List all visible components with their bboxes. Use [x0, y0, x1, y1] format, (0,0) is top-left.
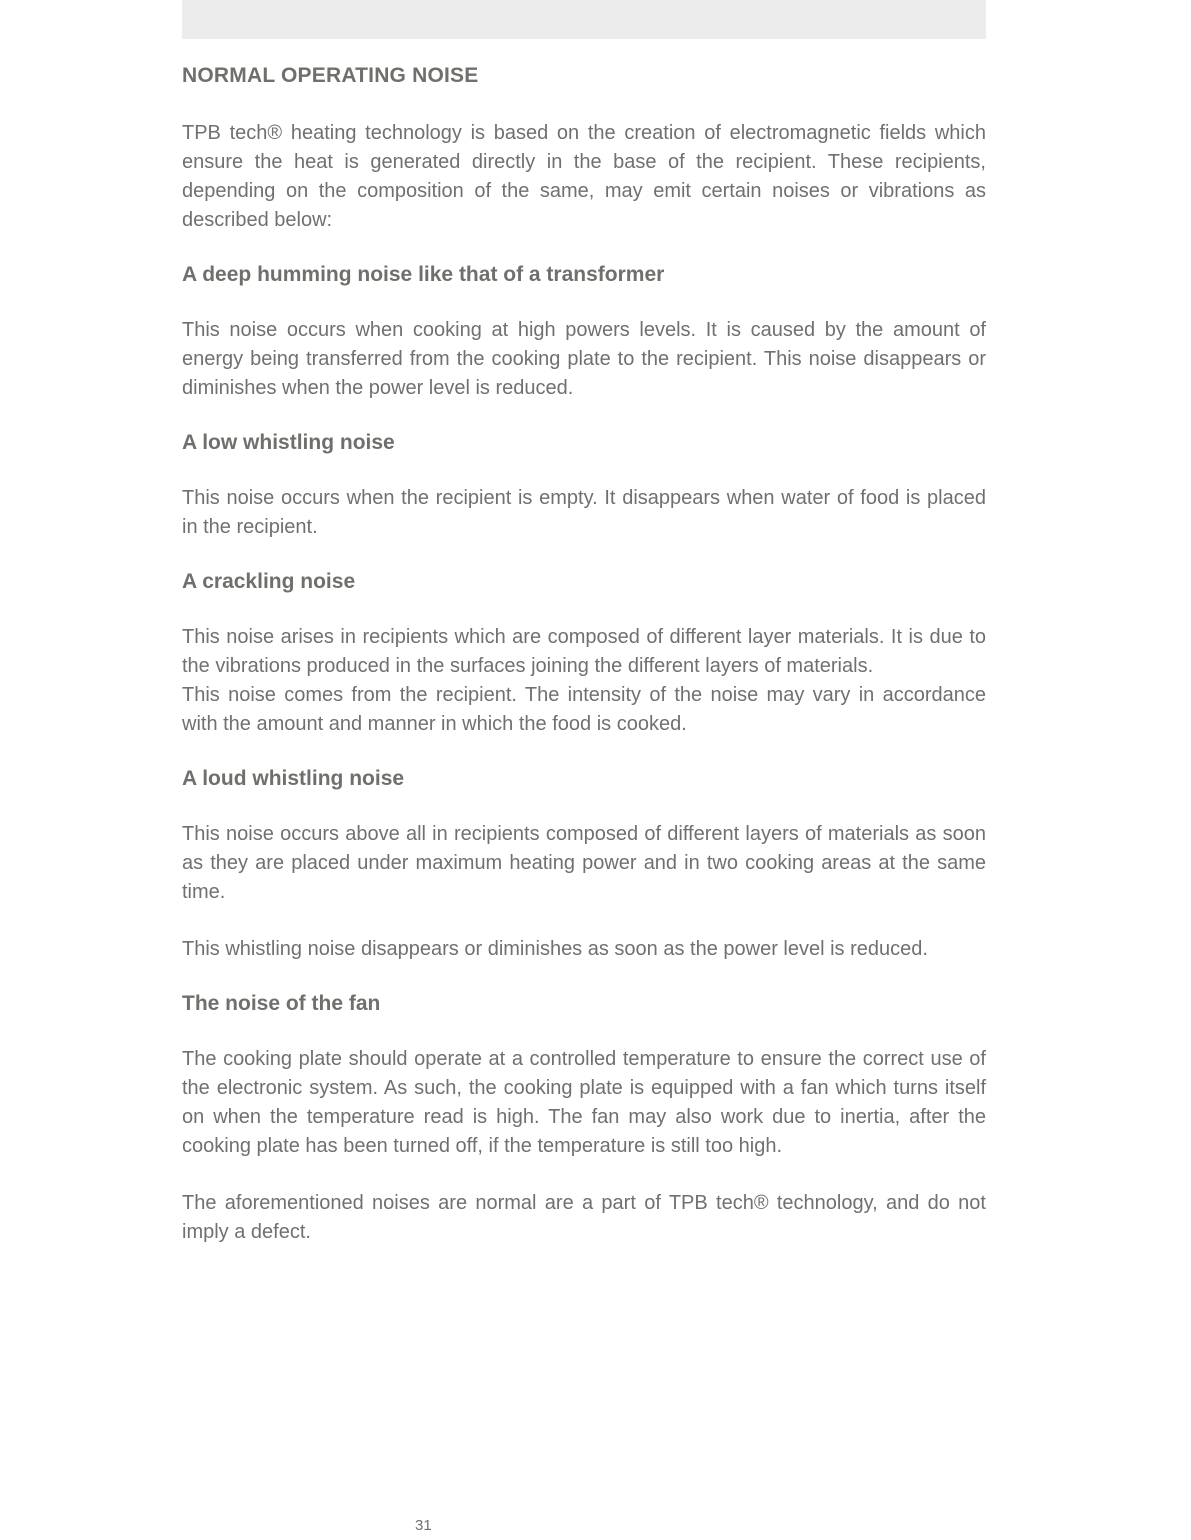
section-paragraph-loud-whistling-1: This noise occurs above all in recipients composed of different layers of materials as soon as they are placed under maximum heating power and in two cooking areas at the same time.: [182, 823, 986, 903]
section-paragraph-fan-2: The aforementioned noises are normal are a part of TPB tech® technology, and do not imply a defect.: [182, 1192, 986, 1243]
section-paragraph-humming: This noise occurs when cooking at high powers levels. It is caused by the amount of energy being transferred from the cooking plate to the recipient. This noise disappears or diminishes when the power level is reduced.: [182, 319, 986, 399]
section-heading-loud-whistling: A loud whistling noise: [182, 767, 405, 790]
section-paragraph-fan-1: The cooking plate should operate at a controlled temperature to ensure the correct use of the electronic system. As such, the cooking plate is equipped with a fan which turns itself on when the temperature read is high. The fan may also work due to inertia, after the cooking plate has been turned off, if the temperature is still too high.: [182, 1048, 986, 1157]
page-title: NORMAL OPERATING NOISE: [182, 64, 479, 87]
section-heading-crackling: A crackling noise: [182, 570, 356, 593]
section-heading-fan: The noise of the fan: [182, 992, 381, 1015]
document-body: [182, 64, 986, 1275]
page-number: 31: [415, 1517, 432, 1534]
header-band: [182, 0, 986, 39]
section-heading-low-whistling: A low whistling noise: [182, 431, 395, 454]
section-paragraph-low-whistling: This noise occurs when the recipient is empty. It disappears when water of food is placed in the recipient.: [182, 487, 986, 538]
section-paragraph-loud-whistling-2: This whistling noise disappears or diminishes as soon as the power level is reduced.: [182, 938, 928, 960]
section-heading-humming: A deep humming noise like that of a transformer: [182, 263, 665, 286]
section-paragraph-crackling-1: This noise arises in recipients which are composed of different layer materials. It is due to the vibrations produced in the surfaces joining the different layers of materials.: [182, 626, 986, 677]
section-paragraph-crackling-2: This noise comes from the recipient. The intensity of the noise may vary in accordance with the amount and manner in which the food is cooked.: [182, 684, 986, 735]
intro-paragraph: TPB tech® heating technology is based on the creation of electromagnetic fields which ensure the heat is generated directly in the base of the recipient. These recipients, depending on the composition of the same, may emit certain noises or vibrations as described below:: [182, 122, 986, 231]
